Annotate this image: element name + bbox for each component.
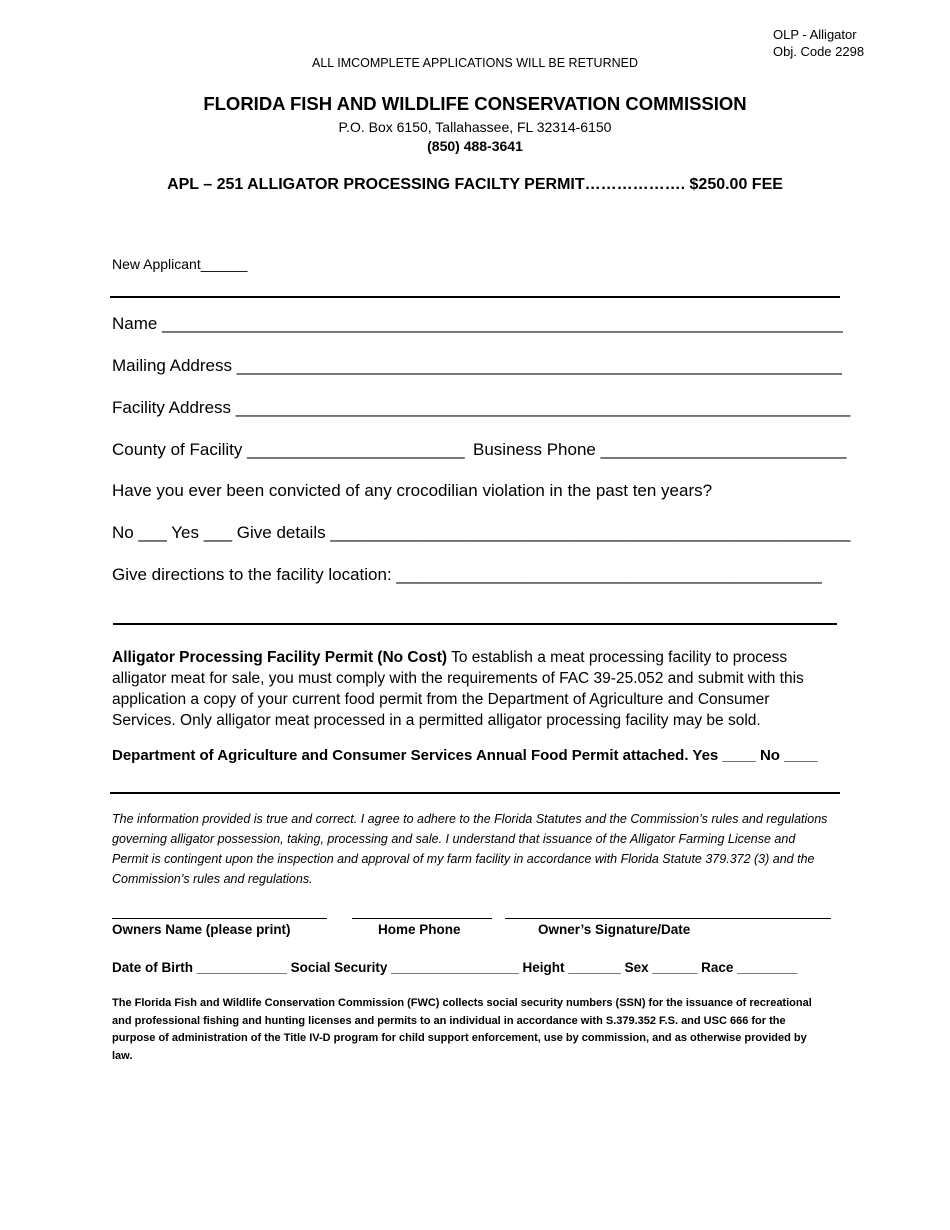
form-code-block <box>773 26 864 60</box>
permit-description <box>112 647 837 731</box>
incomplete-warning: ALL IMCOMPLETE APPLICATIONS WILL BE RETURNED <box>311 56 638 70</box>
affirmation-statement: The information provided is true and correct. I agree to adhere to the Florida Statutes and the Commission’s rules and regulations governing alligator possession, taking, processing and sale. I understand that issuance of the Alligator Farming License and Permit is contingent upon the inspection and approval of my farm facility in accordance with Florida Statute 379.372 (3) and the Commission’s rules and regulations. <box>112 812 828 886</box>
form-code-line2: Obj. Code 2298 <box>773 44 865 59</box>
county-field[interactable]: County of Facility _______________________ <box>112 440 465 459</box>
home-phone-line[interactable] <box>352 918 492 919</box>
new-applicant-field[interactable]: New Applicant______ <box>112 256 248 272</box>
business-phone-field[interactable]: Business Phone __________________________ <box>473 440 847 459</box>
section-divider-bottom <box>110 792 840 794</box>
agency-title: FLORIDA FISH AND WILDLIFE CONSERVATION COMMISSION <box>203 93 747 114</box>
directions-field[interactable]: Give directions to the facility location: _____________________________________________ <box>112 565 822 584</box>
permit-title: APL – 251 ALLIGATOR PROCESSING FACILTY PERMIT………………. $250.00 FEE <box>167 176 783 193</box>
conviction-answer-field[interactable]: No ___ Yes ___ Give details _______________________________________________________ <box>112 523 851 542</box>
owners-signature-label: Owner’s Signature/Date <box>538 922 691 937</box>
ssn-notice: The Florida Fish and Wildlife Conservation Commission (FWC) collects social security numbers (SSN) for the issuance of recreational and professional fishing and hunting licenses and permits to an individual in accordance with S.379.352 F.S. and USC 666 for the purpose of administration of the Title IV-D program for child support enforcement, use by commission, and as otherwise provided by law. <box>112 997 812 1062</box>
food-permit-attached-field[interactable]: Department of Agriculture and Consumer Services Annual Food Permit attached. Yes ____ No ____ <box>112 747 818 764</box>
owners-signature-line[interactable] <box>505 918 831 919</box>
form-code-line1: OLP - Alligator <box>773 27 857 42</box>
mailing-address-field[interactable]: Mailing Address ________________________________________________________________ <box>112 356 842 375</box>
agency-address: P.O. Box 6150, Tallahassee, FL 32314-6150 <box>338 119 612 135</box>
name-field[interactable]: Name ________________________________________________________________________ <box>112 314 843 333</box>
section-divider-top <box>110 296 840 298</box>
home-phone-label: Home Phone <box>378 922 461 937</box>
permit-description-body: To establish a meat processing facility to process alligator meat for sale, you must comply with the requirements of FAC 39-25.052 and submit with this application a copy of your current food permit from the Department of Agriculture and Consumer Services. Only alligator meat processed in a permitted alligator processing facility may be sold. <box>112 649 804 729</box>
owners-name-label: Owners Name (please print) <box>112 922 291 937</box>
section-divider-middle <box>113 623 837 625</box>
permit-description-lead: Alligator Processing Facility Permit (No Cost) <box>112 649 448 666</box>
agency-phone: (850) 488-3641 <box>427 138 523 154</box>
owners-name-line[interactable] <box>112 918 327 919</box>
facility-address-field[interactable]: Facility Address _________________________________________________________________ <box>112 398 851 417</box>
conviction-question: Have you ever been convicted of any crocodilian violation in the past ten years? <box>112 481 713 500</box>
personal-details-field[interactable]: Date of Birth ____________ Social Security _________________ Height _______ Sex ______ Race ________ <box>112 960 798 975</box>
